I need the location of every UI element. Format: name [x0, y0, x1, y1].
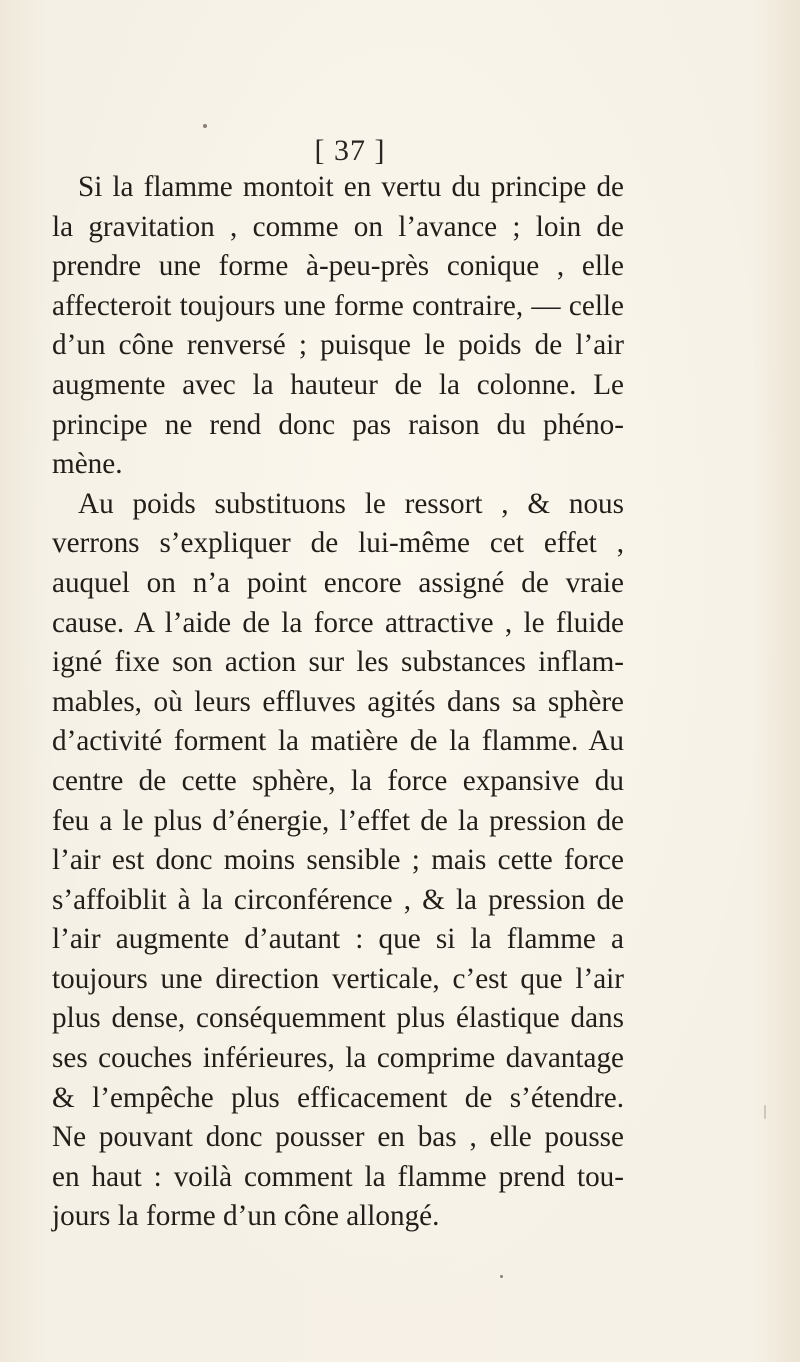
- text-line: & l’empêche plus efficacement de s’étendre.: [52, 1081, 624, 1114]
- text-line: l’air augmente d’autant : que si la flamme a: [52, 923, 624, 956]
- text-line: jours la forme d’un cône allongé.: [52, 1200, 440, 1233]
- text-line: Ne pouvant donc pousser en bas , elle pousse: [52, 1121, 624, 1154]
- text-line: d’un cône renversé ; puisque le poids de l’air: [52, 329, 624, 362]
- page-number: [ 37 ]: [314, 134, 386, 167]
- paper-speck: [203, 124, 207, 128]
- text-line: mables, où leurs effluves agités dans sa sphère: [52, 685, 624, 718]
- text-line: centre de cette sphère, la force expansive du: [52, 764, 624, 797]
- text-line: feu a le plus d’énergie, l’effet de la pression de: [52, 804, 624, 837]
- text-line: Au poids substituons le ressort , & nous: [78, 487, 624, 520]
- text-line: la gravitation , comme on l’avance ; loin de: [52, 210, 624, 243]
- paper-speck: [500, 1275, 503, 1278]
- text-line: plus dense, conséquemment plus élastique dans: [52, 1002, 624, 1035]
- text-line: principe ne rend donc pas raison du phéno-: [52, 408, 624, 441]
- paper-speck: [764, 1105, 766, 1119]
- text-line: cause. A l’aide de la force attractive , le fluide: [52, 606, 624, 639]
- text-line: igné fixe son action sur les substances inflam-: [52, 646, 624, 679]
- text-line: Si la flamme montoit en vertu du principe de: [78, 171, 624, 203]
- text-line: ses couches inférieures, la comprime davantage: [52, 1042, 624, 1075]
- text-line: en haut : voilà comment la flamme prend tou-: [52, 1160, 624, 1193]
- text-line: prendre une forme à-peu-près conique , elle: [52, 250, 624, 283]
- text-line: d’activité forment la matière de la flamme. Au: [52, 725, 624, 758]
- text-line: toujours une direction verticale, c’est que l’air: [52, 962, 624, 995]
- text-line: augmente avec la hauteur de la colonne. Le: [52, 368, 624, 401]
- text-line: verrons s’expliquer de lui-même cet effet ,: [52, 527, 624, 560]
- text-line: affecteroit toujours une forme contraire, — celle: [52, 289, 624, 322]
- text-line: auquel on n’a point encore assigné de vraie: [52, 566, 624, 599]
- text-line: l’air est donc moins sensible ; mais cette force: [52, 844, 624, 877]
- text-line: s’affoiblit à la circonférence , & la pression de: [52, 883, 624, 916]
- body-text: [52, 168, 624, 1237]
- text-line: mène.: [52, 448, 123, 481]
